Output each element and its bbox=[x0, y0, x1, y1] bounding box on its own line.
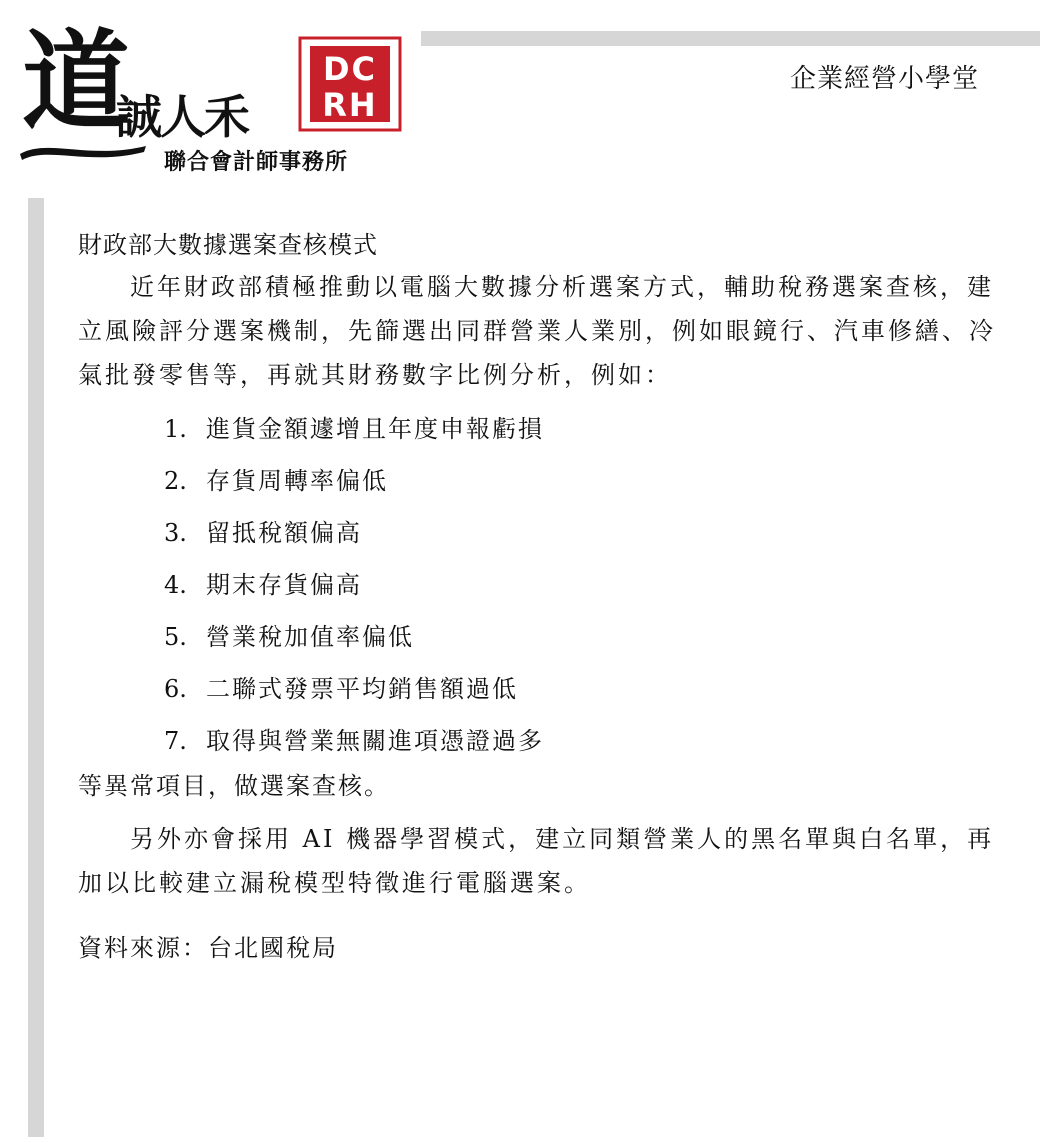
list-item-text: 期末存貨偏高 bbox=[206, 571, 362, 599]
list-item bbox=[164, 715, 1018, 767]
article-body bbox=[78, 225, 1018, 971]
list-item-number: 2. bbox=[164, 467, 187, 495]
logo-calligraphy-main: 道 bbox=[22, 19, 127, 145]
article-after-list: 等異常項目，做選案查核。 bbox=[78, 772, 390, 800]
logo-red-seal-icon bbox=[298, 36, 402, 132]
article-paragraph-2: 另外亦會採用 AI 機器學習模式，建立同類營業人的黑名單與白名單，再加以比較建立漏稅模型特徵進行電腦選案。 bbox=[78, 825, 995, 897]
list-item bbox=[164, 611, 1018, 663]
article-source: 資料來源：台北國稅局 bbox=[78, 934, 338, 962]
list-item-number: 7. bbox=[164, 727, 187, 755]
header-divider-bar bbox=[421, 31, 1040, 46]
logo-seal-text: DC bbox=[322, 50, 378, 88]
list-item-number: 5. bbox=[164, 623, 187, 651]
logo-seal-text-2: RH bbox=[322, 86, 378, 124]
logo-firm-name: 聯合會計師事務所 bbox=[164, 150, 349, 175]
list-item bbox=[164, 559, 1018, 611]
criteria-list bbox=[164, 403, 1018, 767]
list-item bbox=[164, 403, 1018, 455]
list-item bbox=[164, 663, 1018, 715]
article-heading: 財政部大數據選案查核模式 bbox=[78, 231, 378, 259]
site-title: 企業經營小學堂 bbox=[790, 64, 980, 94]
firm-logo bbox=[14, 19, 404, 184]
list-item-text: 存貨周轉率偏低 bbox=[206, 467, 388, 495]
list-item-number: 6. bbox=[164, 675, 187, 703]
article-paragraph-1: 近年財政部積極推動以電腦大數據分析選案方式，輔助稅務選案查核，建立風險評分選案機制，先篩選出同群營業人業別，例如眼鏡行、汽車修繕、冷氣批發零售等，再就其財務數字比例分析，例如： bbox=[78, 273, 996, 389]
list-item-number: 4. bbox=[164, 571, 187, 599]
list-item-text: 二聯式發票平均銷售額過低 bbox=[206, 675, 518, 703]
list-item-text: 取得與營業無關進項憑證過多 bbox=[206, 727, 544, 755]
list-item-text: 進貨金額遽增且年度申報虧損 bbox=[206, 415, 544, 443]
list-item-number: 1. bbox=[164, 415, 187, 443]
list-item-number: 3. bbox=[164, 519, 187, 547]
list-item bbox=[164, 507, 1018, 559]
logo-calligraphy-script: 誠人禾 bbox=[116, 90, 248, 144]
list-item bbox=[164, 455, 1018, 507]
content-side-bar bbox=[28, 198, 44, 1137]
list-item-text: 營業稅加值率偏低 bbox=[206, 623, 414, 651]
list-item-text: 留抵稅額偏高 bbox=[206, 519, 362, 547]
